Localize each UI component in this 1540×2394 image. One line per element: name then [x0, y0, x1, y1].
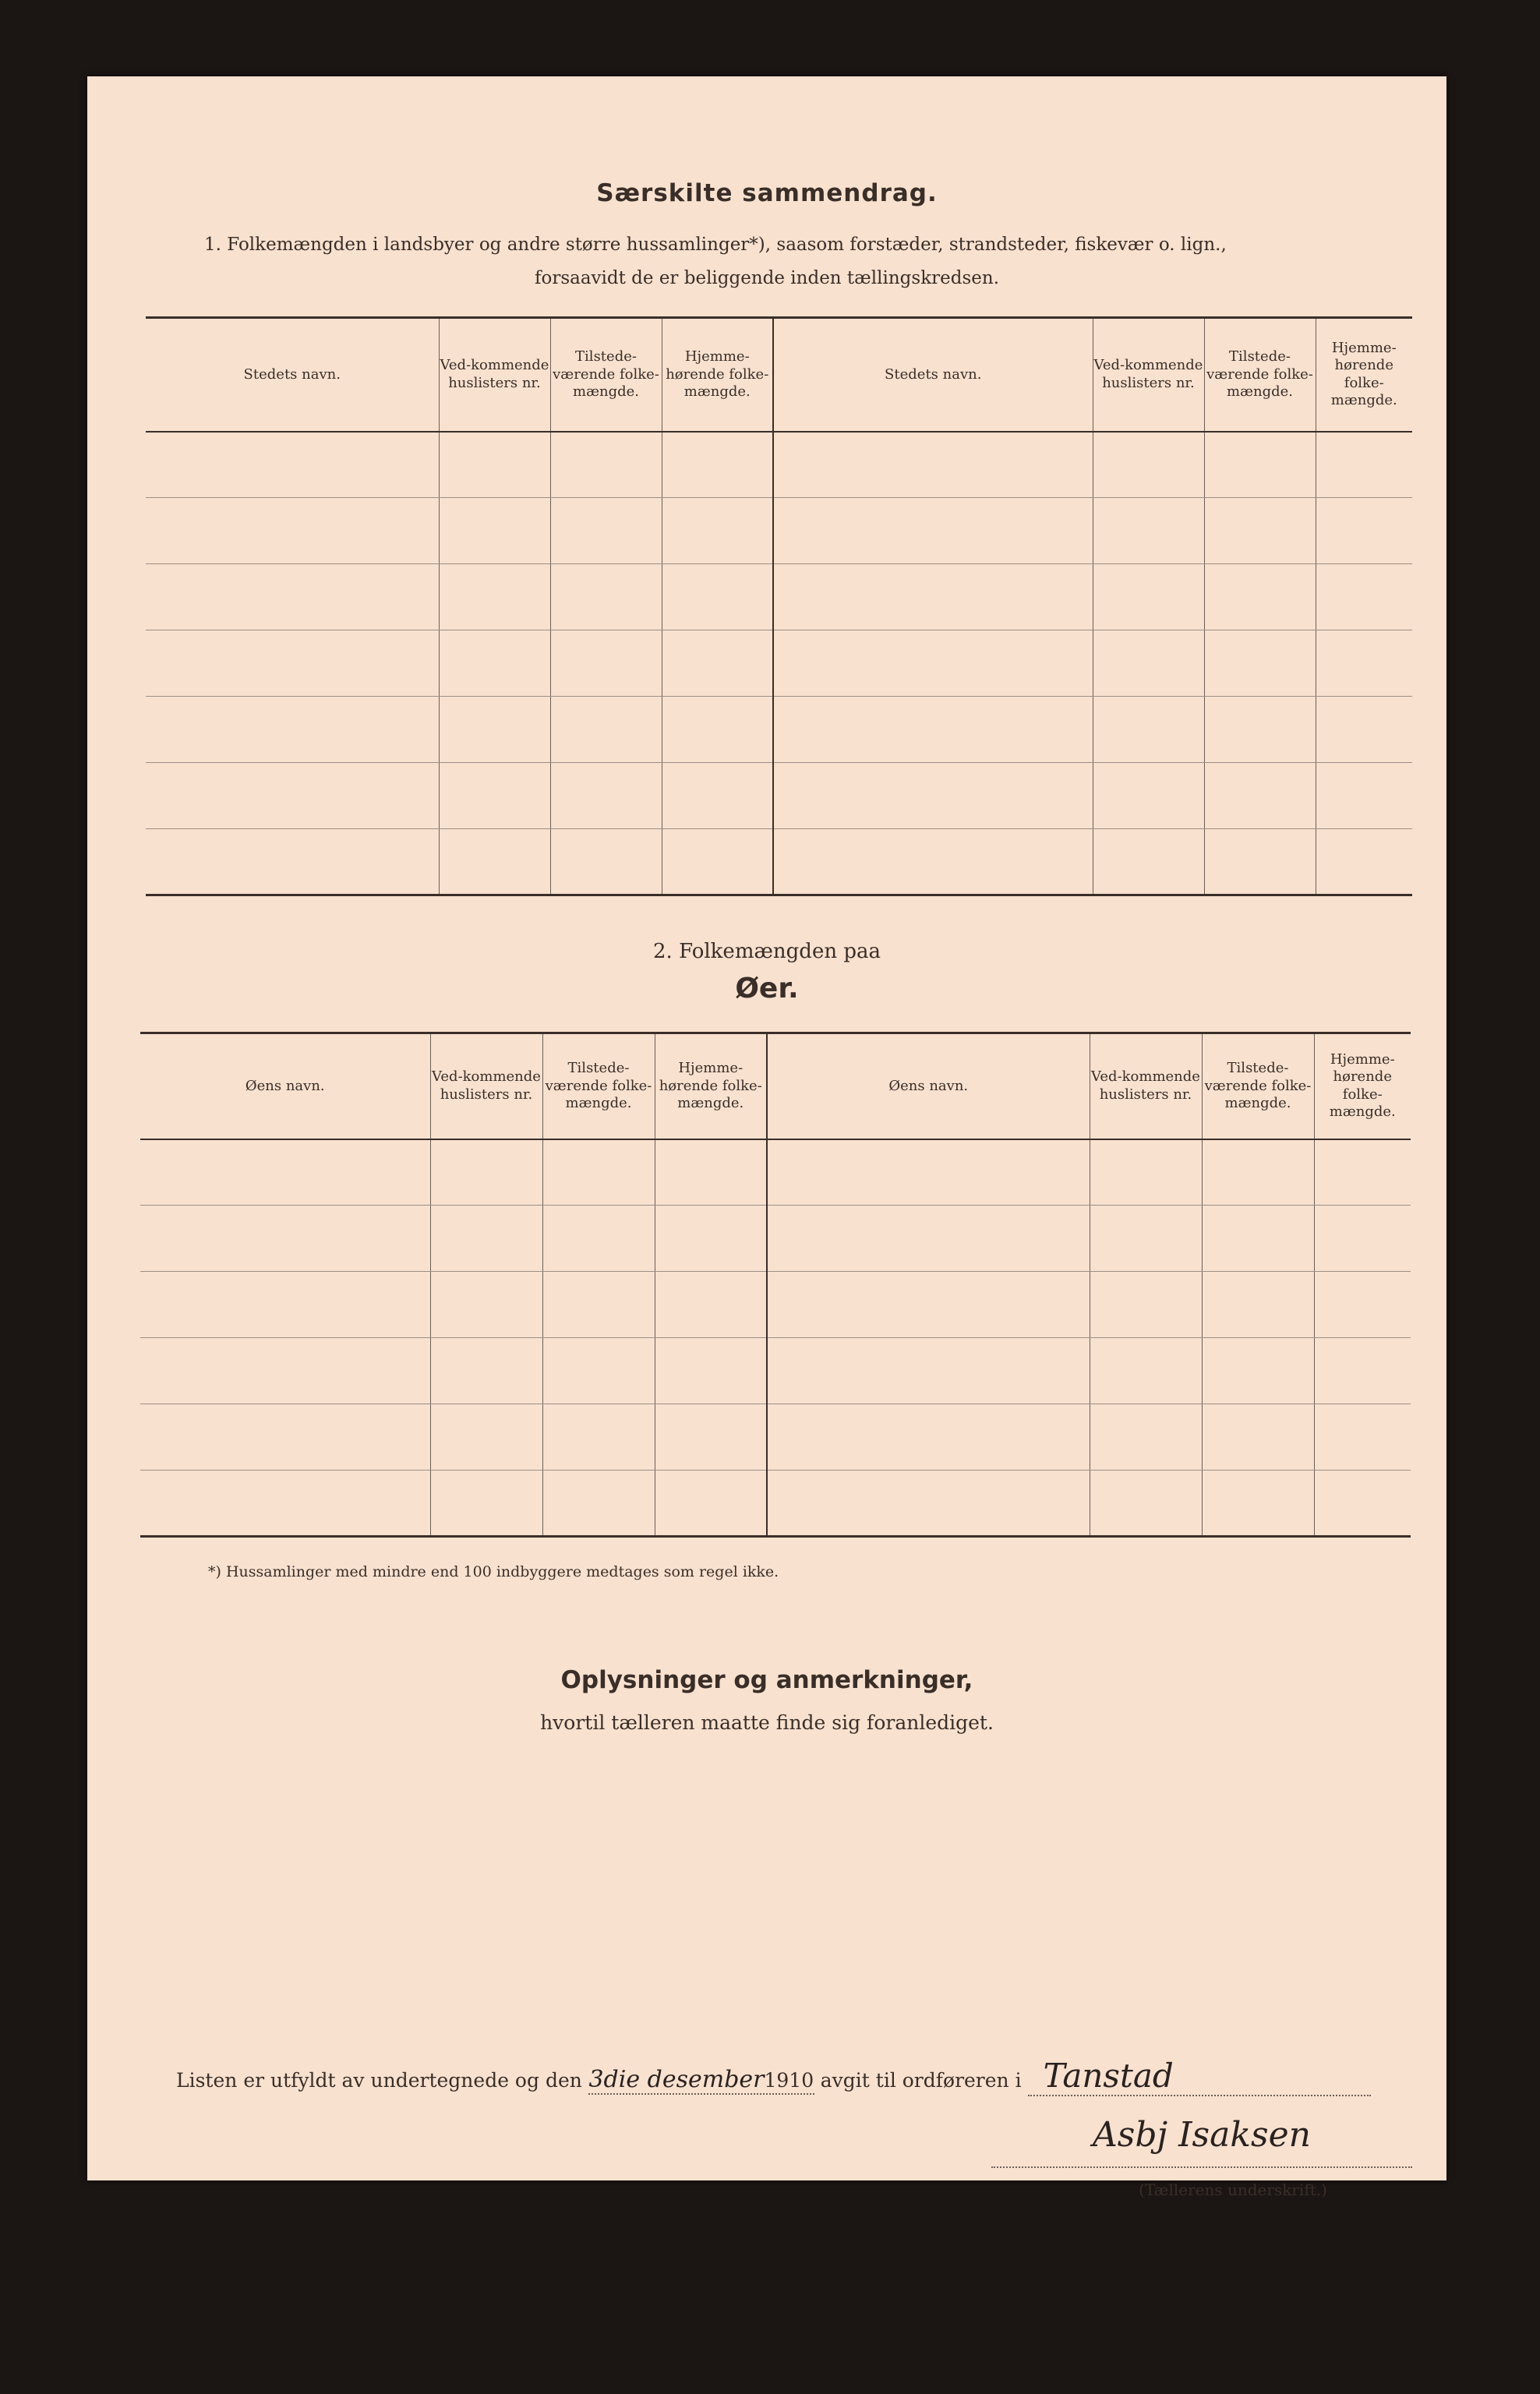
table-cell — [1093, 564, 1204, 630]
table-cell — [767, 1404, 1090, 1471]
table-cell — [662, 763, 773, 829]
table-cell — [1204, 564, 1316, 630]
remarks-title: Oplysninger og anmerkninger, — [560, 1666, 973, 1694]
section2-heading: 2. Folkemængden paa — [653, 940, 881, 963]
table-row — [140, 1404, 1411, 1471]
table-cell — [1316, 564, 1412, 630]
table-cell — [1316, 763, 1412, 829]
table-cell — [140, 1272, 430, 1338]
table-cell — [439, 564, 550, 630]
table-cell — [439, 630, 550, 697]
table-cell — [550, 697, 662, 763]
signature-line — [176, 2057, 1371, 2096]
table-cell — [655, 1404, 767, 1471]
table-cell — [1202, 1139, 1314, 1206]
oer-table — [140, 1032, 1411, 1538]
header-huslisters-nr-2: Ved-kommende huslisters nr. — [1093, 318, 1204, 432]
table-cell — [140, 1338, 430, 1404]
date-field — [588, 2066, 814, 2095]
table-cell — [655, 1471, 767, 1537]
section1-intro-line2: forsaavidt de er beliggende inden tællingskredsen. — [534, 268, 1000, 288]
table-cell — [1314, 1272, 1411, 1338]
table-cell — [1090, 1206, 1202, 1272]
table-cell — [773, 829, 1093, 895]
table-cell — [542, 1338, 655, 1404]
table-cell — [662, 630, 773, 697]
header-hjemmehorende-2: Hjemme-hørende folke-mængde. — [1316, 318, 1412, 432]
table-cell — [439, 432, 550, 498]
page-title: Særskilte sammendrag. — [596, 179, 938, 207]
table-cell — [146, 763, 439, 829]
place-field — [1028, 2057, 1371, 2096]
table-cell — [1202, 1404, 1314, 1471]
table-cell — [146, 564, 439, 630]
table-cell — [1204, 829, 1316, 895]
table-cell — [430, 1206, 542, 1272]
table-cell — [1093, 630, 1204, 697]
remarks-subtitle: hvortil tælleren maatte finde sig foranlediget. — [540, 1711, 994, 1734]
table-cell — [1093, 697, 1204, 763]
table-cell — [1316, 432, 1412, 498]
table-cell — [1314, 1404, 1411, 1471]
table-cell — [542, 1404, 655, 1471]
table-cell — [140, 1139, 430, 1206]
table-row — [140, 1272, 1411, 1338]
section1-intro-line1: 1. Folkemængden i landsbyer og andre større hussamlinger*), saasom forstæder, strandsteder, fiskevær o. lign., — [204, 235, 1227, 255]
table-cell — [439, 829, 550, 895]
table-cell — [773, 763, 1093, 829]
header-huslisters-nr: Ved-kommende huslisters nr. — [439, 318, 550, 432]
table-row — [146, 697, 1412, 763]
place-handwritten: Tanstad — [1043, 2057, 1174, 2095]
section2-title: Øer. — [735, 973, 799, 1005]
table-cell — [1093, 829, 1204, 895]
table-row — [140, 1338, 1411, 1404]
table-row — [146, 432, 1412, 498]
table-row — [146, 498, 1412, 564]
table-cell — [146, 498, 439, 564]
signer-field — [991, 2115, 1412, 2168]
table-row — [146, 763, 1412, 829]
signer-caption: (Tællerens underskrift.) — [1139, 2180, 1327, 2199]
table-cell — [140, 1404, 430, 1471]
table-row — [140, 1139, 1411, 1206]
header-tilstedevaerende: Tilstede-værende folke-mængde. — [550, 318, 662, 432]
table-cell — [1090, 1338, 1202, 1404]
table-cell — [655, 1272, 767, 1338]
table-cell — [542, 1471, 655, 1537]
table-cell — [1090, 1139, 1202, 1206]
table-cell — [1093, 432, 1204, 498]
table-cell — [1204, 432, 1316, 498]
table-cell — [767, 1471, 1090, 1537]
table-cell — [1314, 1206, 1411, 1272]
table-cell — [1090, 1404, 1202, 1471]
table-cell — [662, 564, 773, 630]
table-cell — [146, 630, 439, 697]
table-cell — [662, 498, 773, 564]
table-cell — [1314, 1338, 1411, 1404]
table-row — [146, 630, 1412, 697]
table-cell — [1314, 1139, 1411, 1206]
table-cell — [773, 564, 1093, 630]
table-cell — [1316, 697, 1412, 763]
footnote: *) Hussamlinger med mindre end 100 indbyggere medtages som regel ikke. — [208, 1563, 779, 1580]
year-value: 1910 — [764, 2069, 814, 2092]
header-tilstedevaerende-2: Tilstede-værende folke-mængde. — [1202, 1033, 1314, 1139]
table-cell — [1316, 829, 1412, 895]
table-cell — [542, 1272, 655, 1338]
table-cell — [1090, 1471, 1202, 1537]
table-cell — [146, 829, 439, 895]
header-tilstedevaerende-2: Tilstede-værende folke-mængde. — [1204, 318, 1316, 432]
header-hjemmehorende: Hjemme-hørende folke-mængde. — [662, 318, 773, 432]
table-cell — [655, 1139, 767, 1206]
table-cell — [1202, 1471, 1314, 1537]
table-cell — [1093, 498, 1204, 564]
table-cell — [1204, 763, 1316, 829]
table-cell — [1316, 498, 1412, 564]
header-oens-navn: Øens navn. — [140, 1033, 430, 1139]
table-cell — [430, 1272, 542, 1338]
table-cell — [1090, 1272, 1202, 1338]
table-cell — [1093, 763, 1204, 829]
table-cell — [550, 630, 662, 697]
table-cell — [146, 432, 439, 498]
table-row — [146, 829, 1412, 895]
table-cell — [550, 763, 662, 829]
table-cell — [146, 697, 439, 763]
table-cell — [430, 1471, 542, 1537]
table-cell — [550, 829, 662, 895]
table-cell — [655, 1338, 767, 1404]
table-cell — [655, 1206, 767, 1272]
table-row — [140, 1206, 1411, 1272]
table-row — [146, 564, 1412, 630]
header-huslisters-nr-2: Ved-kommende huslisters nr. — [1090, 1033, 1202, 1139]
header-stedets-navn-2: Stedets navn. — [773, 318, 1093, 432]
table-cell — [430, 1404, 542, 1471]
header-stedets-navn: Stedets navn. — [146, 318, 439, 432]
table-cell — [773, 630, 1093, 697]
table-cell — [542, 1139, 655, 1206]
table-cell — [1314, 1471, 1411, 1537]
table-cell — [430, 1139, 542, 1206]
table-cell — [773, 498, 1093, 564]
table-cell — [767, 1272, 1090, 1338]
table-cell — [1202, 1338, 1314, 1404]
header-hjemmehorende: Hjemme-hørende folke-mængde. — [655, 1033, 767, 1139]
table-cell — [542, 1206, 655, 1272]
table-cell — [773, 697, 1093, 763]
table-cell — [1316, 630, 1412, 697]
table-cell — [767, 1206, 1090, 1272]
table-cell — [140, 1206, 430, 1272]
table-cell — [773, 432, 1093, 498]
table-cell — [439, 697, 550, 763]
table-row — [140, 1471, 1411, 1537]
table-cell — [430, 1338, 542, 1404]
date-handwritten: 3die desember — [588, 2066, 765, 2093]
signer-handwritten: Asbj Isaksen — [1093, 2115, 1311, 2155]
table-cell — [550, 564, 662, 630]
header-huslisters-nr: Ved-kommende huslisters nr. — [430, 1033, 542, 1139]
table-cell — [767, 1338, 1090, 1404]
header-tilstedevaerende: Tilstede-værende folke-mængde. — [542, 1033, 655, 1139]
signature-text-after: avgit til ordføreren i — [820, 2069, 1022, 2092]
table-cell — [439, 763, 550, 829]
census-form-page — [87, 76, 1446, 2199]
signature-text-before: Listen er utfyldt av undertegnede og den — [176, 2069, 582, 2092]
table-cell — [662, 697, 773, 763]
table-cell — [1204, 498, 1316, 564]
table-cell — [439, 498, 550, 564]
header-hjemmehorende-2: Hjemme-hørende folke-mængde. — [1314, 1033, 1411, 1139]
table-cell — [140, 1471, 430, 1537]
header-oens-navn-2: Øens navn. — [767, 1033, 1090, 1139]
table-cell — [1202, 1206, 1314, 1272]
table-cell — [662, 432, 773, 498]
table-cell — [1204, 697, 1316, 763]
table-cell — [550, 498, 662, 564]
table-cell — [662, 829, 773, 895]
table-cell — [767, 1139, 1090, 1206]
table-cell — [1204, 630, 1316, 697]
table-cell — [1202, 1272, 1314, 1338]
table-cell — [550, 432, 662, 498]
landsbyer-table — [146, 316, 1412, 896]
